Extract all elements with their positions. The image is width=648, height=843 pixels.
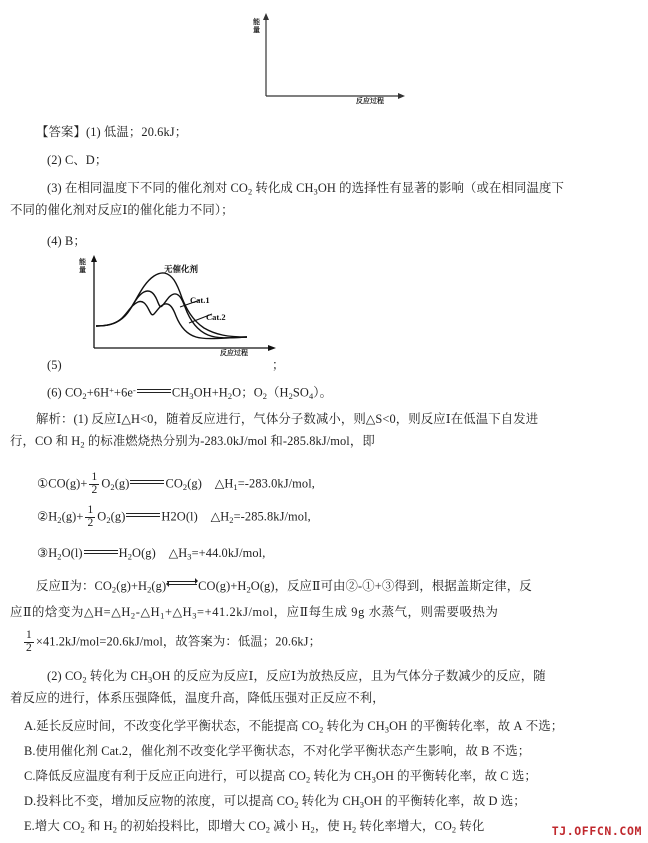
curve-no-catalyst [96, 273, 247, 337]
answer-line-3b [10, 202, 234, 218]
option-line-d: D.投料比不变，增加反应物的浓度，可以提高 $CO_2$ 转化为 $CH_3OH$ 的平衡转化率，故 D 选； [24, 794, 526, 810]
blank-axes-svg [252, 8, 412, 104]
equals-arrow-icon [126, 512, 160, 518]
option-line-b: B.使用催化剂 Cat.2，催化剂不改变化学平衡状态，不对化学平衡状态产生影响，故 B 不选； [24, 744, 531, 758]
equation-3: $③H_2O(l)$ $H_2O(g)$ $\triangle H_3=+44.0kJ$/mol, [37, 546, 266, 562]
answer-line-1 [36, 124, 187, 140]
y-axis-arrowhead [91, 255, 97, 262]
analysis-line-1: 解析：(1) 反应Ⅰ△H<0，随着反应进行，气体分子数减小，则△S<0，则反应Ⅰ在低温下自发进 [36, 412, 539, 426]
answers-heading: 【答案】 [36, 125, 86, 139]
curve-label-cat-1: Cat.1 [190, 295, 210, 305]
option-line-e: E.增大 $CO_2$ 和 $H_2$ 的初始投料比，即增大 $CO_2$ 减小 $H_2$，使 $H_2$ 转化率增大，$CO_2$ 转化 [24, 819, 485, 835]
equation-2: $②H_2(g)+$ $\frac{1}{2}$ $O_2(g)$ H2O(l) $\triangle H_2=-285.8kJ$/mol, [37, 504, 311, 529]
answer-5-num: (5) [47, 358, 62, 372]
answer-2-text: C、D； [64, 153, 108, 167]
answer-1-text: 低温；20.6kJ； [103, 125, 188, 139]
answer-2-num: (2) [47, 153, 62, 167]
answer-line-3a: (3) 在相同温度下不同的催化剂对 $CO_2$ 转化成 $CH_3OH$ 的选择性有显著的影响（或在相同温度下 [47, 181, 564, 197]
x-axis-label-top-chart: 反应过程 [356, 97, 384, 105]
energy-diagram-blank [252, 8, 412, 104]
equation-1: ①CO(g)+ $\frac{1}{2}$ $O_2(g)$ $CO_2(g)$ $\triangle H_1=-283.0kJ$/mol, [37, 471, 315, 496]
fraction-one-half-eq2: $\frac{1}{2}$ [87, 504, 94, 529]
fraction-one-half-result: $\frac{1}{2}$ [26, 629, 32, 654]
answer-line-2 [47, 152, 107, 168]
curve-label-cat-2: Cat.2 [206, 312, 226, 322]
energy-diagram-catalysts [72, 250, 362, 360]
answer-6-num: (6) [47, 385, 62, 400]
equation-3-id: ③ [37, 546, 49, 560]
analysis-reaction2-line-2: 应Ⅱ的焓变为$\triangle H=\triangle H_2-\triangle H_1+\triangle H_3=+41.2kJ$/mol，应Ⅱ每生成 9g 水蒸气，则需要吸热为 [10, 605, 499, 621]
catalyst-curves-svg [72, 250, 362, 360]
y-axis-arrowhead [263, 13, 269, 20]
equals-arrow-icon [137, 388, 171, 394]
equals-arrow-icon [84, 549, 118, 555]
equation-2-id: ② [37, 509, 49, 524]
x-axis-arrowhead [398, 93, 405, 99]
equation-1-id: ① [37, 476, 49, 491]
x-axis-arrowhead [268, 345, 276, 351]
analysis-line-2: 行，CO 和 $H_2$ 的标准燃烧热分别为-283.0kJ/mol 和-285.8kJ/mol，即 [10, 434, 375, 450]
answer-line-5 [47, 357, 62, 373]
analysis-result-text: ×41.2kJ/mol=20.6kJ/mol，故答案为：低温；20.6kJ； [35, 634, 322, 649]
curve-label-no-catalyst: 无催化剂 [164, 264, 199, 274]
y-axis-label-top-chart: 能量 [253, 18, 260, 34]
x-axis-label-catalyst-chart: 反应过程 [220, 349, 248, 357]
reversible-arrow-icon [167, 580, 197, 588]
analysis-q2-line-2: 着反应的进行，体系压强降低，温度升高，降低压强对正反应不利， [10, 691, 385, 705]
answer-4-num: (4) [47, 234, 62, 248]
analysis-q2-line-1: (2) $CO_2$ 转化为 $CH_3OH$ 的反应为反应Ⅰ，反应Ⅰ为放热反应，且为气体分子数减少的反应，随 [47, 669, 546, 685]
answer-3-num: (3) [47, 181, 62, 195]
answer-4-text: B； [64, 234, 86, 248]
analysis-reaction2-line-3 [22, 630, 321, 654]
analysis-label: 解析： [36, 412, 74, 426]
answer-1-num: (1) [85, 125, 101, 139]
analysis-reaction2-line-1: 反应Ⅱ为：$CO_2(g)+H_2(g)$ $CO(g)+H_2O(g)$，反应Ⅱ可由②-①+③得到，根据盖斯定律，反 [36, 579, 532, 595]
fraction-one-half-eq1: $\frac{1}{2}$ [91, 471, 98, 496]
answer-5-suffix: ； [272, 358, 285, 372]
option-line-a: A.延长反应时间，不改变化学平衡状态，不能提高 $CO_2$ 转化为 $CH_3OH$ 的平衡转化率，故 A 不选； [24, 719, 564, 735]
site-watermark: TJ.OFFCN.COM [551, 824, 642, 838]
y-axis-label-catalyst-chart: 能量 [79, 258, 86, 274]
answer-line-6: (6) $CO_2+6H^++6e^-$ $CH_3OH+H_2O$；$O_2(H_2SO_4)$。 [47, 385, 333, 401]
equals-arrow-icon [130, 479, 164, 485]
answer-5-suffix-wrap [272, 357, 285, 373]
answer-3-line2: 不同的催化剂对反应Ⅰ的催化能力不同）； [10, 203, 234, 217]
answer-line-4 [47, 233, 86, 249]
option-line-c: C.降低反应温度有利于反应正向进行，可以提高 $CO_2$ 转化为 $CH_3OH$ 的平衡转化率，故 C 选； [24, 769, 537, 785]
